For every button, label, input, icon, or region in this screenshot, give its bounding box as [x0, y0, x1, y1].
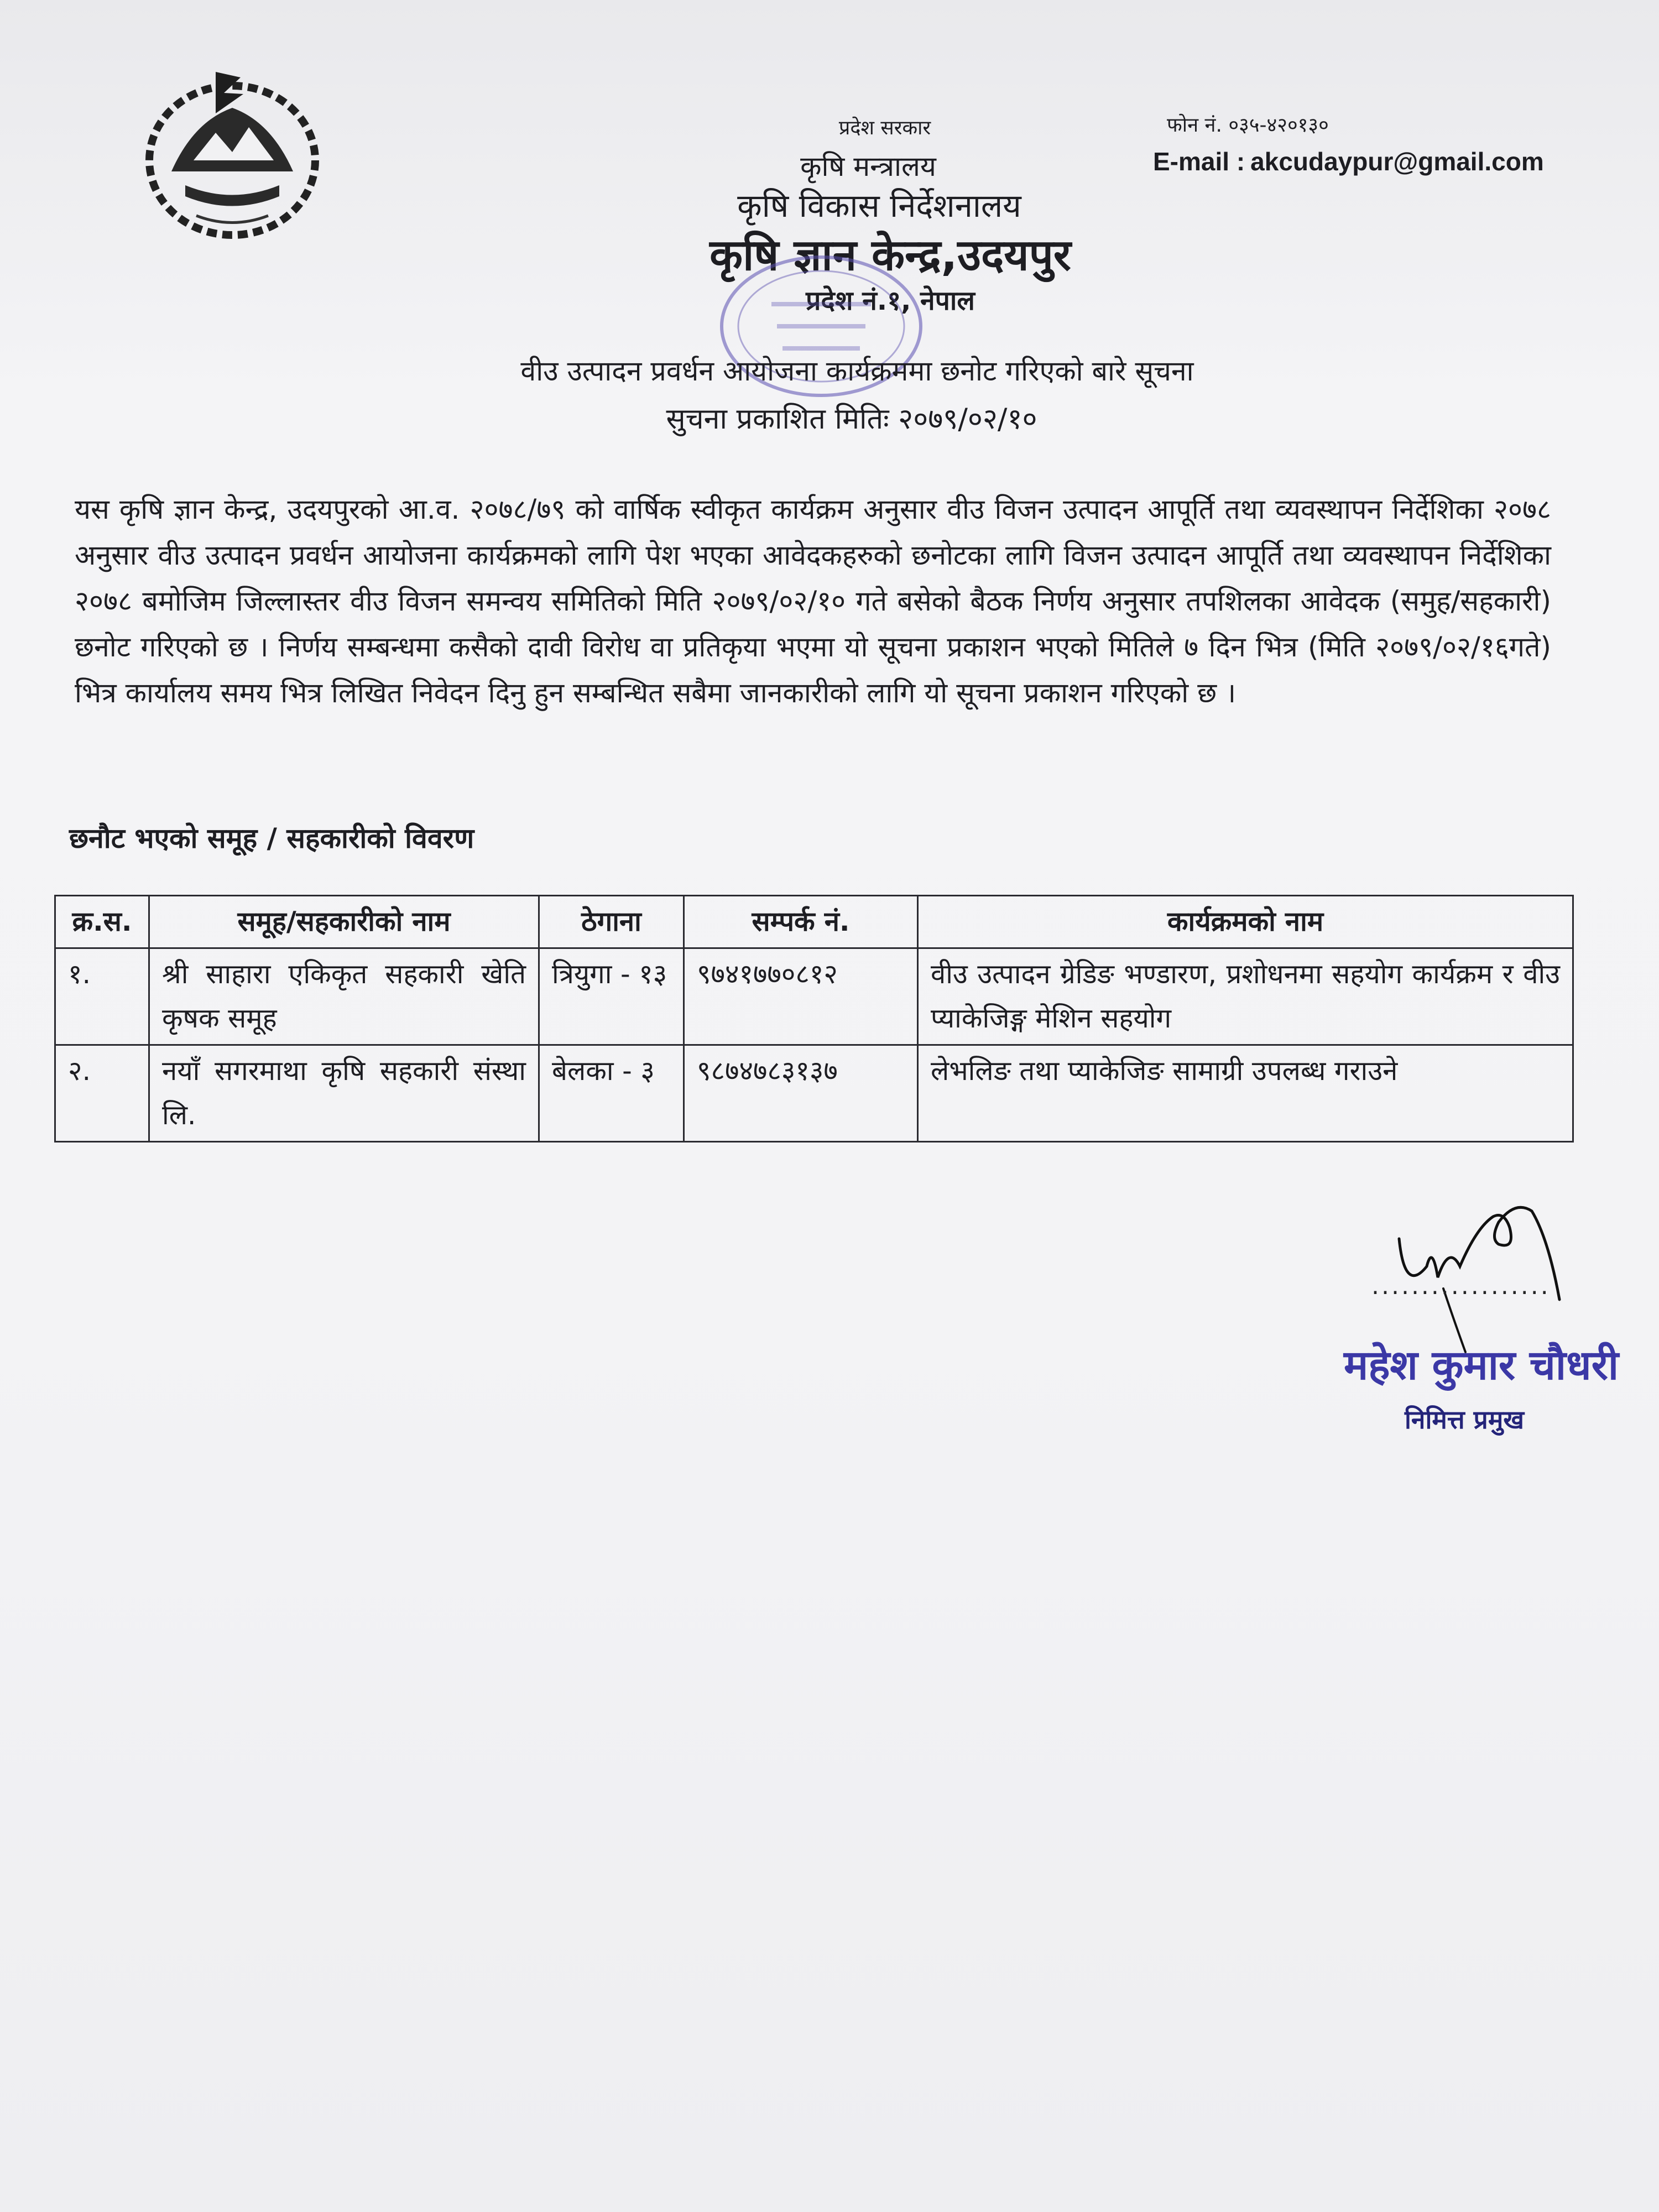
cell-contact: ९८७४७८३१३७	[684, 1045, 918, 1142]
email-label: E-mail :	[1153, 147, 1245, 176]
col-header-sn: क्र.स.	[55, 896, 149, 948]
header-pradesh: प्रदेश नं.१, नेपाल	[806, 285, 975, 316]
header-nirdeshanalaya: कृषि विकास निर्देशनालय	[737, 187, 1021, 225]
cell-contact: ९७४१७७०८१२	[684, 948, 918, 1045]
header-mantralaya: कृषि मन्त्रालय	[800, 150, 936, 182]
table-row	[55, 948, 1573, 1045]
contact-phone: फोन नं. ०३५-४२०१३०	[1167, 114, 1329, 137]
table-header-row	[55, 896, 1573, 948]
selected-groups-section-title: छनौट भएको समूह / सहकारीको विवरण	[69, 822, 474, 854]
signer-role: निमित्त प्रमुख	[1405, 1405, 1524, 1434]
email-address: akcudaypur@gmail.com	[1250, 147, 1544, 176]
cell-address: त्रियुगा - १३	[539, 948, 684, 1045]
notice-published-date: सुचना प्रकाशित मितिः २०७९/०२/१०	[666, 403, 1037, 436]
table-row	[55, 1045, 1573, 1142]
header-kendra-title: कृषि ज्ञान केन्द्र,उदयपुर	[709, 231, 1071, 280]
cell-name: श्री साहारा एकिकृत सहकारी खेति कृषक समूह	[149, 948, 539, 1045]
col-header-contact: सम्पर्क नं.	[684, 896, 918, 948]
cell-program: वीउ उत्पादन ग्रेडिङ भण्डारण, प्रशोधनमा सहयोग कार्यक्रम र वीउ प्याकेजिङ्ग मेशिन सहयोग	[918, 948, 1573, 1045]
notice-body-paragraph: यस कृषि ज्ञान केन्द्र, उदयपुरको आ.व. २०७८/७९ को वार्षिक स्वीकृत कार्यक्रम अनुसार वीउ विजन उत्पादन आपूर्ति तथा व्यवस्थापन निर्देशिका २०७८ अनुसार वीउ उत्पादन प्रवर्धन आयोजना कार्यक्रमको लागि पेश भएका आवेदकहरुको छनोटका लागि विजन उत्पादन आपूर्ति तथा व्यवस्थापन निर्देशिका २०७८ बमोजिम जिल्लास्तर वीउ विजन समन्वय समितिको मिति २०७९/०२/१० गते बसेको बैठक निर्णय अनुसार तपशिलका आवेदक (समुह/सहकारी) छनोट गरिएको छ । निर्णय सम्बन्धमा कसैको दावी विरोध वा प्रतिकृया भएमा यो सूचना प्रकाशन भएको मितिले ७ दिन भित्र (मिति २०७९/०२/१६गते) भित्र कार्यालय समय भित्र लिखित निवेदन दिनु हुन सम्बन्धित सबैमा जानकारीको लागि यो सूचना प्रकाशन गरिएको छ ।	[75, 493, 1551, 709]
signature-line: ..................	[1371, 1272, 1551, 1300]
notice-subject: वीउ उत्पादन प्रवर्धन आयोजना कार्यक्रममा छनोट गरिएको बारे सूचना	[520, 355, 1194, 387]
cell-address: बेलका - ३	[539, 1045, 684, 1142]
signer-name: महेश कुमार चौधरी	[1344, 1342, 1619, 1389]
header-sarkar: प्रदेश सरकार	[838, 117, 931, 139]
col-header-program: कार्यक्रमको नाम	[918, 896, 1573, 948]
cell-sn: १.	[55, 948, 149, 1045]
col-header-address: ठेगाना	[539, 896, 684, 948]
col-header-name: समूह/सहकारीको नाम	[149, 896, 539, 948]
handwritten-signature	[1366, 1178, 1598, 1355]
cell-name: नयाँ सगरमाथा कृषि सहकारी संस्था लि.	[149, 1045, 539, 1142]
contact-email	[1153, 147, 1544, 176]
selected-groups-table	[54, 895, 1574, 1142]
cell-program: लेभलिङ तथा प्याकेजिङ सामाग्री उपलब्ध गराउने	[918, 1045, 1573, 1142]
cell-sn: २.	[55, 1045, 149, 1142]
